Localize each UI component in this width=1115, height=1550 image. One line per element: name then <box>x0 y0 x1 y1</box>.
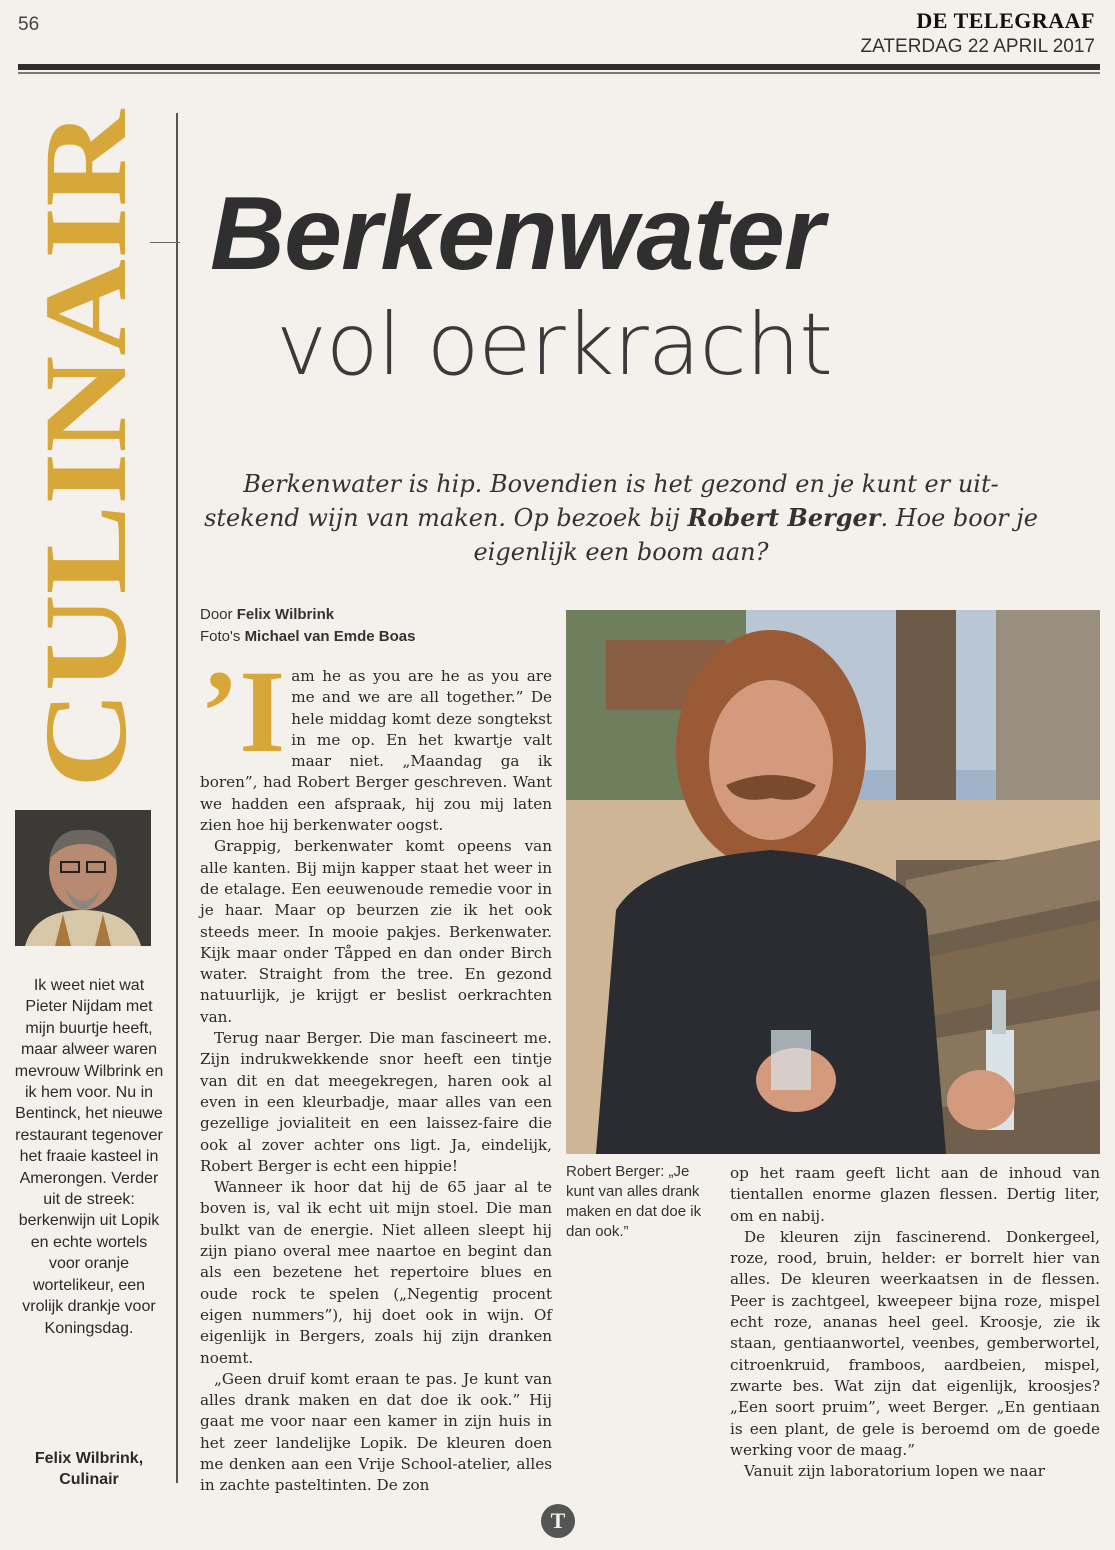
intro-lede <box>196 467 1046 569</box>
paragraph-1-text: am he as you are he as you are me and we are all together.” De hele middag komt deze songtekst in me op. En het kwartje valt maar niet. „Maandag ga ik boren”, had Robert Berger geschreven. Want we hadden een afspraak, hij zou mij laten zien hoe hij berkenwater oogst. <box>200 667 552 835</box>
byline-author: Felix Wilbrink <box>236 606 335 623</box>
sidebar-column: Ik weet niet wat Pieter Nijdam met mijn buurtje heeft, maar alweer waren mevrouw Wilbrink en ik hem voor. Nu in Bentinck, het nieuwe restaurant tegenover het fraaie kasteel in Amerongen. Verder uit de streek: berkenwijn uit Lopik en echte wortels voor oranje wortelikeur, een vrolijk drankje voor Koningsdag. <box>14 977 164 1337</box>
paragraph-5: „Geen druif komt eraan te pas. Je kunt van alles drank maken en dat doe ik ook.” Hij gaat me voor naar een kamer in zijn huis in het zeer landelijke Lopik. De kleuren doen me denken aan een Vrije School-atelier, alles in zachte pasteltinten. De zon <box>200 1369 552 1495</box>
paragraph-1 <box>200 646 552 836</box>
page-number: 56 <box>18 14 40 35</box>
column-divider <box>176 113 178 1483</box>
paragraph-6: op het raam geeft licht aan de inhoud van tientallen enorme glazen flessen. Dertig liter, om en nabij. <box>730 1164 1100 1225</box>
intro-text-2: . Hoe boor je eigenlijk een boom aan? <box>473 504 1038 566</box>
intro-text-1: Berkenwater is hip. Bovendien is het gezond en je kunt er uit-stekend wijn van maken. Op bezoek bij <box>204 470 999 532</box>
paragraph-4: Wanneer ik hoor dat hij de 65 jaar al te boven is, val ik echt uit mijn stoel. Die man bulkt van de energie. Niet alleen sleept hij zijn piano overal mee naartoe en begint dan als een bezetene het repertoire blues en oude rock te spelen („Negentig procent eigen nummers”), hij doet ook in wijn. Of eigenlijk in Bergers, zoals hij zijn dranken noemt. <box>200 1178 552 1367</box>
intro-name: Robert Berger <box>687 503 881 532</box>
sidebar-signature <box>14 1448 164 1490</box>
section-label-text: CULINAIR <box>20 191 151 788</box>
headline: Berkenwater <box>210 176 824 292</box>
photo-credit-author: Michael van Emde Boas <box>244 628 416 645</box>
paragraph-3: Terug naar Berger. Die man fascineert me. Zijn indrukwekkende snor heeft een tintje van dit en dat meegekregen, haren ook al even in een kleurbadje, maar alles van een gezellige jovialiteit en een laissez-faire die ook al zover achter ons ligt. Ja, eindelijk, Robert Berger is echt een hippie! <box>200 1029 552 1175</box>
photo-credit-label: Foto's <box>200 628 241 645</box>
telegraaf-logo-icon: T <box>541 1504 575 1538</box>
article-column-1 <box>200 646 552 1497</box>
paragraph-8: Vanuit zijn laboratorium lopen we naar <box>744 1462 1045 1481</box>
issue-date: ZATERDAG 22 APRIL 2017 <box>860 36 1095 57</box>
masthead <box>861 8 1095 58</box>
paragraph-2: Grappig, berkenwater komt opeens van alle kanten. Bij mijn kapper staat het weer in de etalage. Een eeuwenoude remedie voor in je haar. Maar op beurzen zie ik het ook steeds meer. In mooie pakjes. Berkenwater. Kijk maar onder Tåpped en dan onder Birch water. Straight from the tree. En gezond natuurlijk, je krijgt er beslist oerkrachten van. <box>200 837 552 1026</box>
byline-label: Door <box>200 606 233 623</box>
drop-cap: ’I <box>200 646 286 777</box>
signature-section: Culinair <box>59 1471 119 1488</box>
photo-caption: Robert Berger: „Je kunt van alles drank maken en dat doe ik dan ook.” <box>566 1163 702 1240</box>
newspaper-name: DE TELEGRAAF <box>916 8 1095 33</box>
paragraph-7: De kleuren zijn fascinerend. Donkergeel, roze, rood, bruin, helder: er borrelt hier van alles. De kleuren weerkaatsen in de flessen. Peer is zachtgeel, kweepeer bijna roze, mispel echt roze, ananas heel geel. Kroosje, zie ik staan, gentiaanwortel, veenbes, gemberwortel, citroenkruid, framboos, aardbeien, mispel, zwarte bes. Wat zijn dat eigenlijk, kroosjes? „Een soort pruim”, weet Berger. „En gentiaan is een plant, de gele is beroemd om de goede werking voor de maag.” <box>730 1227 1100 1459</box>
columnist-avatar <box>15 810 151 946</box>
header-rule <box>18 64 1100 70</box>
header-rule-thin <box>18 72 1100 74</box>
signature-name: Felix Wilbrink, <box>34 1450 144 1467</box>
subheadline: vol oerkracht <box>276 295 832 395</box>
section-label <box>20 108 151 788</box>
article-photo <box>566 610 1100 1154</box>
byline <box>200 604 415 648</box>
article-column-2 <box>730 1163 1100 1482</box>
headline-tick <box>150 242 180 243</box>
